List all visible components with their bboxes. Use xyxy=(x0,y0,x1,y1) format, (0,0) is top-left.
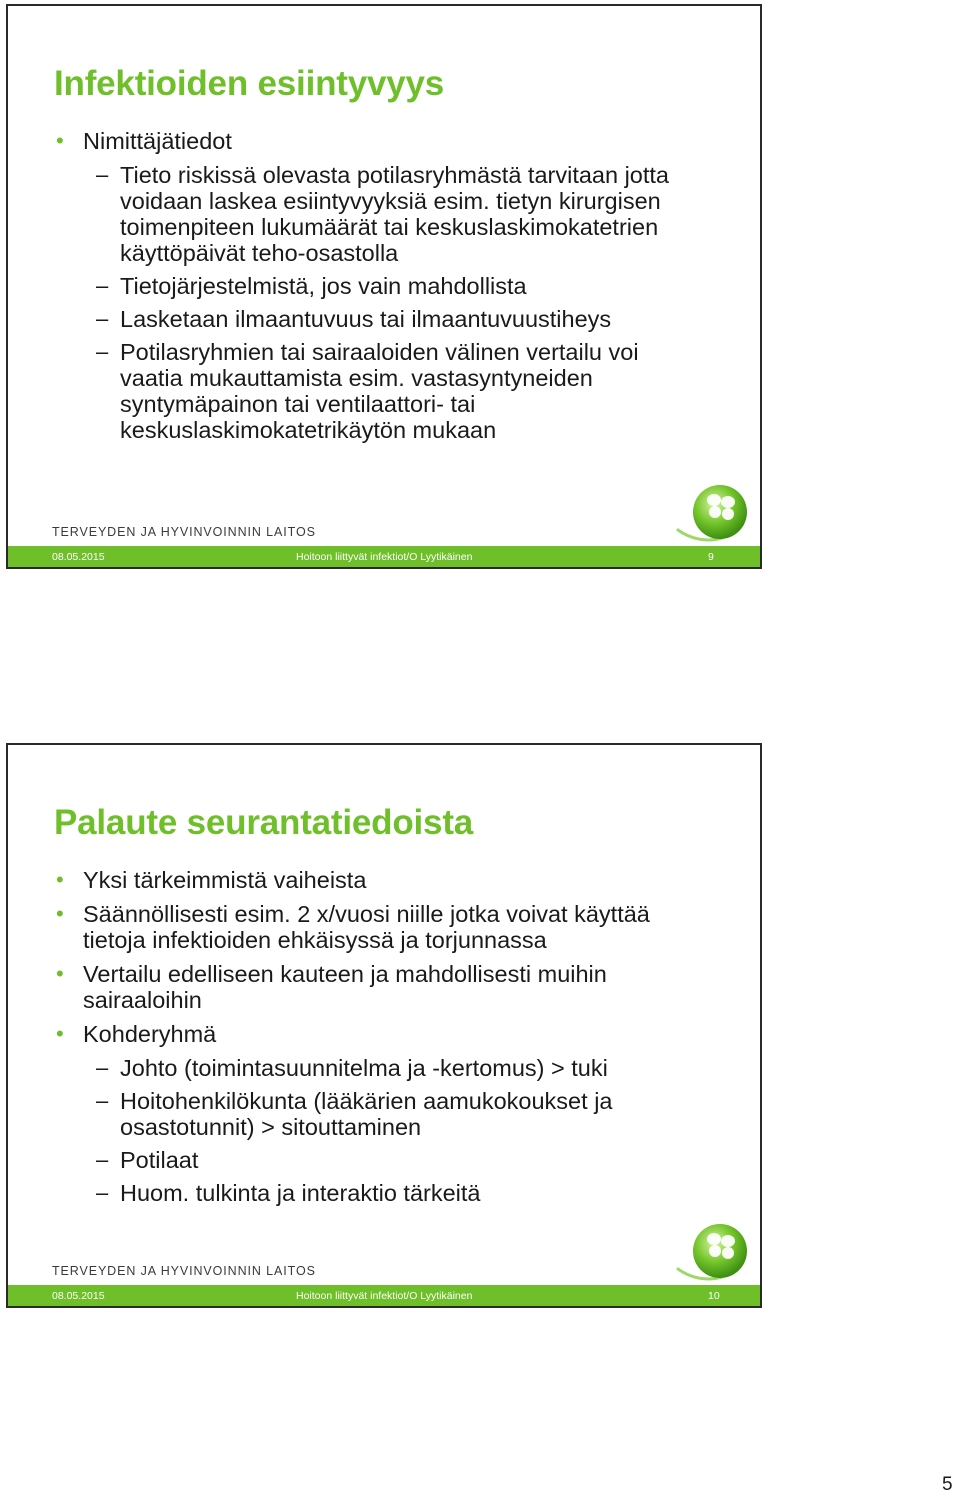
bullet-line: Säännöllisesti esim. 2 x/vuosi niille jotka voivat käyttää xyxy=(83,901,650,927)
bullet-text: Nimittäjätiedot xyxy=(83,128,232,154)
sub-bullet-line: osastotunnit) > sitouttaminen xyxy=(120,1114,422,1140)
sub-bullet-item xyxy=(52,339,730,443)
bullet-line: Kohderyhmä xyxy=(83,1021,217,1047)
bullet-dot-icon: • xyxy=(56,901,64,926)
bullet-line: sairaaloihin xyxy=(83,987,202,1013)
sub-bullet-line: Potilaat xyxy=(120,1147,199,1173)
sub-bullet-line: Lasketaan ilmaantuvuus tai ilmaantuvuustiheys xyxy=(120,306,612,332)
footer-title: Hoitoon liittyvät infektiot/O Lyytikäinen xyxy=(296,1290,473,1302)
slide-body xyxy=(52,867,730,1213)
sub-bullet-line: voidaan laskea esiintyvyyksiä esim. tietyn kirurgisen xyxy=(120,188,661,214)
slide-9 xyxy=(6,4,762,569)
dash-icon: – xyxy=(96,306,109,331)
organization-logo-text: TERVEYDEN JA HYVINVOINNIN LAITOS xyxy=(52,1264,316,1278)
bullet-item xyxy=(52,867,730,893)
footer-title: Hoitoon liittyvät infektiot/O Lyytikäinen xyxy=(296,551,473,563)
dash-icon: – xyxy=(96,1055,109,1080)
dash-icon: – xyxy=(96,273,109,298)
bullet-dot-icon: • xyxy=(56,867,64,892)
bullet-dot-icon: • xyxy=(56,1021,64,1046)
sub-bullet-line: vaatia mukauttamista esim. vastasyntyneiden xyxy=(120,365,593,391)
bullet-line: Vertailu edelliseen kauteen ja mahdollisesti muihin xyxy=(83,961,607,987)
sub-bullet-line: käyttöpäivät teho-osastolla xyxy=(120,240,399,266)
bullet-item xyxy=(52,901,730,953)
bullet-dot-icon: • xyxy=(56,128,64,153)
sub-bullet-line: Tieto riskissä olevasta potilasryhmästä tarvitaan jotta xyxy=(120,162,670,188)
bullet-dot-icon: • xyxy=(56,961,64,986)
bullet-item xyxy=(52,128,730,154)
sub-bullet-line: Johto (toimintasuunnitelma ja -kertomus) > tuki xyxy=(120,1055,608,1081)
sub-bullet-line: Potilasryhmien tai sairaaloiden välinen vertailu voi xyxy=(120,339,639,365)
slide-footer xyxy=(8,1285,760,1306)
sub-bullet-line: syntymäpainon tai ventilaattori- tai xyxy=(120,391,476,417)
bullet-line: tietoja infektioiden ehkäisyssä ja torjunnassa xyxy=(83,927,547,953)
sub-bullet-line: Tietojärjestelmistä, jos vain mahdollista xyxy=(120,273,527,299)
bullet-line: Yksi tärkeimmistä vaiheista xyxy=(83,867,367,893)
sub-bullet-item xyxy=(52,273,730,299)
slide-body xyxy=(52,128,730,450)
sub-bullet-line: Huom. tulkinta ja interaktio tärkeitä xyxy=(120,1180,481,1206)
sub-bullet-item xyxy=(52,306,730,332)
sub-bullet-line: keskuslaskimokatetrikäytön mukaan xyxy=(120,417,497,443)
sub-bullet-line: Hoitohenkilökunta (lääkärien aamukokoukset ja xyxy=(120,1088,613,1114)
dash-icon: – xyxy=(96,1088,109,1113)
slide-title: Infektioiden esiintyvyys xyxy=(54,64,445,103)
sub-bullet-item xyxy=(52,1055,730,1081)
clover-ball-icon xyxy=(672,482,756,544)
dash-icon: – xyxy=(96,1180,109,1205)
sub-bullet-item xyxy=(52,162,730,266)
footer-date: 08.05.2015 xyxy=(52,551,105,563)
slide-10 xyxy=(6,743,762,1308)
bullet-item xyxy=(52,961,730,1013)
sub-bullet-item xyxy=(52,1147,730,1173)
sub-bullet-item xyxy=(52,1180,730,1206)
organization-logo-text: TERVEYDEN JA HYVINVOINNIN LAITOS xyxy=(52,525,316,539)
dash-icon: – xyxy=(96,162,109,187)
footer-date: 08.05.2015 xyxy=(52,1290,105,1302)
page-number: 5 xyxy=(942,1474,953,1495)
sub-bullet-line: toimenpiteen lukumäärät tai keskuslaskimokatetrien xyxy=(120,214,659,240)
slide-title: Palaute seurantatiedoista xyxy=(54,803,474,842)
slide-footer xyxy=(8,546,760,567)
footer-slide-number: 9 xyxy=(708,551,714,563)
sub-bullet-item xyxy=(52,1088,730,1140)
dash-icon: – xyxy=(96,1147,109,1172)
footer-slide-number: 10 xyxy=(708,1290,720,1302)
bullet-item xyxy=(52,1021,730,1047)
clover-ball-icon xyxy=(672,1221,756,1283)
dash-icon: – xyxy=(96,339,109,364)
